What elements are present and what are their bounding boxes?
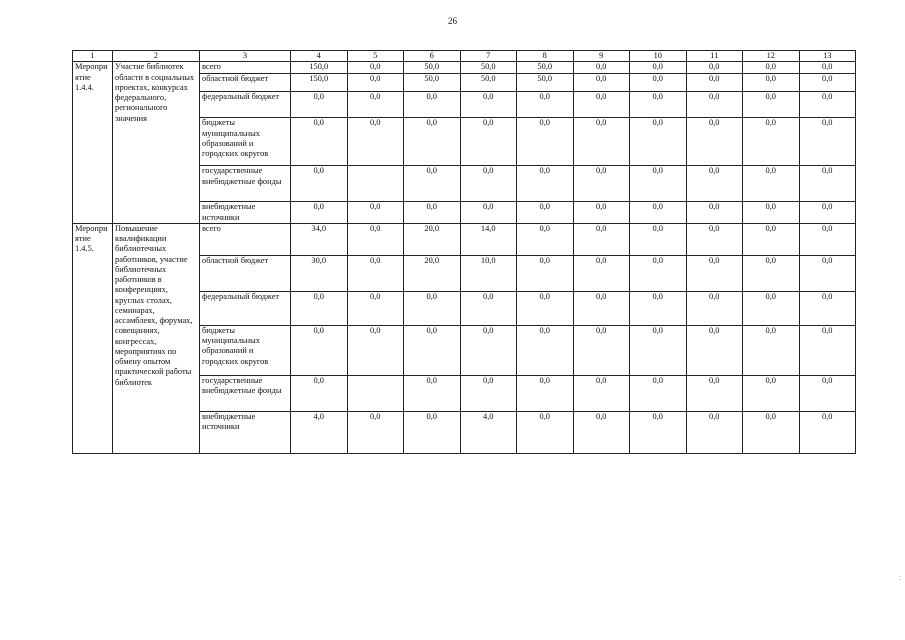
value-cell: 0,0 [291, 325, 348, 375]
value-cell: 0,0 [291, 375, 348, 411]
funding-source: внебюджетные источники [200, 202, 291, 224]
value-cell: 0,0 [347, 118, 404, 166]
table-body [73, 62, 856, 454]
budget-table [72, 50, 856, 454]
value-cell: 0,0 [630, 375, 687, 411]
value-cell: 0,0 [291, 92, 348, 118]
value-cell: 0,0 [743, 118, 800, 166]
column-header: 3 [200, 51, 291, 62]
value-cell [347, 166, 404, 202]
value-cell: 0,0 [347, 202, 404, 224]
side-mark: : [898, 573, 901, 582]
value-cell: 0,0 [743, 74, 800, 92]
funding-source: государственные внебюджетные фонды [200, 375, 291, 411]
column-header: 11 [686, 51, 743, 62]
column-header: 9 [573, 51, 630, 62]
value-cell: 50,0 [404, 62, 461, 74]
value-cell: 0,0 [573, 411, 630, 453]
column-header: 7 [460, 51, 517, 62]
value-cell: 4,0 [291, 411, 348, 453]
activity-code: Мероприятие 1.4.4. [73, 62, 113, 224]
value-cell: 0,0 [517, 118, 574, 166]
value-cell: 0,0 [799, 166, 856, 202]
value-cell: 0,0 [630, 118, 687, 166]
value-cell: 0,0 [743, 223, 800, 255]
value-cell: 0,0 [743, 62, 800, 74]
value-cell: 14,0 [460, 223, 517, 255]
value-cell: 0,0 [347, 325, 404, 375]
value-cell: 0,0 [573, 223, 630, 255]
value-cell: 0,0 [291, 166, 348, 202]
value-cell: 0,0 [630, 62, 687, 74]
value-cell: 0,0 [404, 291, 461, 325]
funding-source: внебюджетные источники [200, 411, 291, 453]
value-cell: 0,0 [347, 255, 404, 291]
value-cell: 0,0 [573, 62, 630, 74]
funding-source: государственные внебюджетные фонды [200, 166, 291, 202]
value-cell: 0,0 [630, 223, 687, 255]
value-cell: 0,0 [686, 255, 743, 291]
activity-title: Повышение квалификации библиотечных работников, участие библиотечных работников в конференциях, круглых столах, семинарах, ассамблеях, форумах, совещаниях, конгрессах, мероприятиях по обмену опытом практической работы библиотек [113, 223, 200, 453]
value-cell: 0,0 [743, 375, 800, 411]
value-cell: 0,0 [347, 62, 404, 74]
column-header: 1 [73, 51, 113, 62]
value-cell: 0,0 [517, 325, 574, 375]
value-cell: 0,0 [686, 62, 743, 74]
value-cell: 0,0 [460, 291, 517, 325]
value-cell: 0,0 [573, 202, 630, 224]
value-cell: 0,0 [573, 375, 630, 411]
value-cell: 0,0 [573, 325, 630, 375]
value-cell: 0,0 [799, 202, 856, 224]
value-cell: 0,0 [686, 118, 743, 166]
column-header: 13 [799, 51, 856, 62]
column-header: 10 [630, 51, 687, 62]
value-cell: 0,0 [686, 202, 743, 224]
value-cell: 0,0 [799, 375, 856, 411]
value-cell: 0,0 [404, 118, 461, 166]
funding-source: всего [200, 223, 291, 255]
table-row [73, 223, 856, 255]
value-cell: 0,0 [573, 291, 630, 325]
value-cell: 0,0 [799, 291, 856, 325]
funding-source: областной бюджет [200, 74, 291, 92]
value-cell: 34,0 [291, 223, 348, 255]
value-cell: 0,0 [686, 74, 743, 92]
value-cell: 0,0 [347, 223, 404, 255]
value-cell: 0,0 [291, 291, 348, 325]
value-cell: 0,0 [630, 92, 687, 118]
value-cell: 0,0 [573, 166, 630, 202]
value-cell: 30,0 [291, 255, 348, 291]
value-cell: 0,0 [291, 202, 348, 224]
funding-source: федеральный бюджет [200, 291, 291, 325]
value-cell: 10,0 [460, 255, 517, 291]
value-cell: 0,0 [799, 62, 856, 74]
value-cell: 0,0 [573, 92, 630, 118]
funding-source: бюджеты муниципальных образований и городских округов [200, 118, 291, 166]
value-cell: 0,0 [517, 255, 574, 291]
value-cell: 0,0 [517, 202, 574, 224]
value-cell: 0,0 [686, 375, 743, 411]
value-cell: 4,0 [460, 411, 517, 453]
value-cell: 0,0 [630, 325, 687, 375]
column-header: 2 [113, 51, 200, 62]
value-cell: 0,0 [630, 166, 687, 202]
value-cell: 0,0 [517, 375, 574, 411]
value-cell: 0,0 [291, 118, 348, 166]
value-cell: 0,0 [686, 92, 743, 118]
value-cell: 0,0 [799, 325, 856, 375]
column-header: 12 [743, 51, 800, 62]
funding-source: бюджеты муниципальных образований и городских округов [200, 325, 291, 375]
value-cell: 50,0 [460, 62, 517, 74]
value-cell: 0,0 [517, 92, 574, 118]
value-cell: 0,0 [404, 166, 461, 202]
value-cell: 0,0 [630, 74, 687, 92]
column-header: 4 [291, 51, 348, 62]
value-cell: 0,0 [743, 291, 800, 325]
value-cell: 0,0 [630, 202, 687, 224]
value-cell: 0,0 [799, 92, 856, 118]
value-cell: 0,0 [404, 411, 461, 453]
column-header: 6 [404, 51, 461, 62]
value-cell: 0,0 [799, 255, 856, 291]
column-header: 5 [347, 51, 404, 62]
value-cell: 0,0 [517, 411, 574, 453]
value-cell: 0,0 [686, 223, 743, 255]
value-cell: 0,0 [799, 411, 856, 453]
value-cell: 0,0 [460, 118, 517, 166]
value-cell: 0,0 [573, 74, 630, 92]
value-cell: 0,0 [799, 118, 856, 166]
value-cell: 0,0 [799, 223, 856, 255]
value-cell: 20,0 [404, 223, 461, 255]
value-cell: 0,0 [799, 74, 856, 92]
header-row [73, 51, 856, 62]
value-cell: 0,0 [743, 255, 800, 291]
value-cell: 0,0 [573, 255, 630, 291]
value-cell: 0,0 [517, 166, 574, 202]
value-cell: 0,0 [517, 291, 574, 325]
value-cell: 0,0 [460, 166, 517, 202]
value-cell [347, 375, 404, 411]
value-cell: 0,0 [743, 202, 800, 224]
value-cell: 50,0 [404, 74, 461, 92]
value-cell: 0,0 [686, 411, 743, 453]
value-cell: 0,0 [743, 92, 800, 118]
value-cell: 50,0 [460, 74, 517, 92]
value-cell: 20,0 [404, 255, 461, 291]
value-cell: 0,0 [460, 375, 517, 411]
activity-title: Участие библиотек области в социальных проектах, конкурсах федерального, регионального значения [113, 62, 200, 224]
value-cell: 0,0 [630, 291, 687, 325]
value-cell: 0,0 [460, 325, 517, 375]
value-cell: 0,0 [686, 166, 743, 202]
activity-code: Мероприятие 1.4.5. [73, 223, 113, 453]
value-cell: 0,0 [347, 74, 404, 92]
value-cell: 0,0 [404, 202, 461, 224]
value-cell: 0,0 [347, 92, 404, 118]
funding-source: федеральный бюджет [200, 92, 291, 118]
value-cell: 0,0 [347, 291, 404, 325]
value-cell: 150,0 [291, 62, 348, 74]
table-row [73, 62, 856, 74]
page-number: 26 [448, 16, 457, 26]
value-cell: 0,0 [517, 223, 574, 255]
value-cell: 0,0 [743, 325, 800, 375]
value-cell: 50,0 [517, 74, 574, 92]
value-cell: 0,0 [573, 118, 630, 166]
value-cell: 0,0 [460, 202, 517, 224]
value-cell: 0,0 [686, 325, 743, 375]
value-cell: 0,0 [404, 325, 461, 375]
value-cell: 150,0 [291, 74, 348, 92]
value-cell: 0,0 [347, 411, 404, 453]
funding-source: всего [200, 62, 291, 74]
column-header: 8 [517, 51, 574, 62]
value-cell: 0,0 [743, 411, 800, 453]
value-cell: 0,0 [404, 375, 461, 411]
funding-source: областной бюджет [200, 255, 291, 291]
value-cell: 0,0 [630, 411, 687, 453]
value-cell: 0,0 [460, 92, 517, 118]
value-cell: 0,0 [630, 255, 687, 291]
value-cell: 0,0 [686, 291, 743, 325]
value-cell: 50,0 [517, 62, 574, 74]
value-cell: 0,0 [404, 92, 461, 118]
value-cell: 0,0 [743, 166, 800, 202]
